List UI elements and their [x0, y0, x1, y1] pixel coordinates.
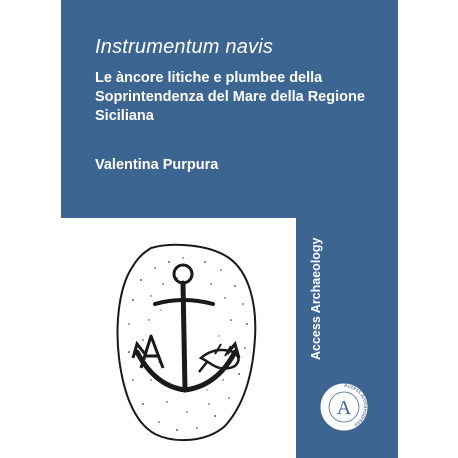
archaeopress-logo-icon [319, 382, 369, 432]
book-author: Valentina Purpura [95, 157, 219, 173]
title-band [61, 0, 398, 218]
svg-text:A: A [336, 397, 352, 419]
svg-text:Access Archaeopress: Access Archaeopress [343, 382, 368, 428]
book-title: Instrumentum navis [95, 36, 274, 58]
stone-anchor-drawing [111, 240, 261, 445]
book-cover [61, 0, 398, 458]
book-subtitle: Le àncore litiche e plumbee della Soprintendenza del Mare della Regione Siciliana [95, 70, 365, 124]
series-name: Access Archaeology [309, 237, 323, 360]
